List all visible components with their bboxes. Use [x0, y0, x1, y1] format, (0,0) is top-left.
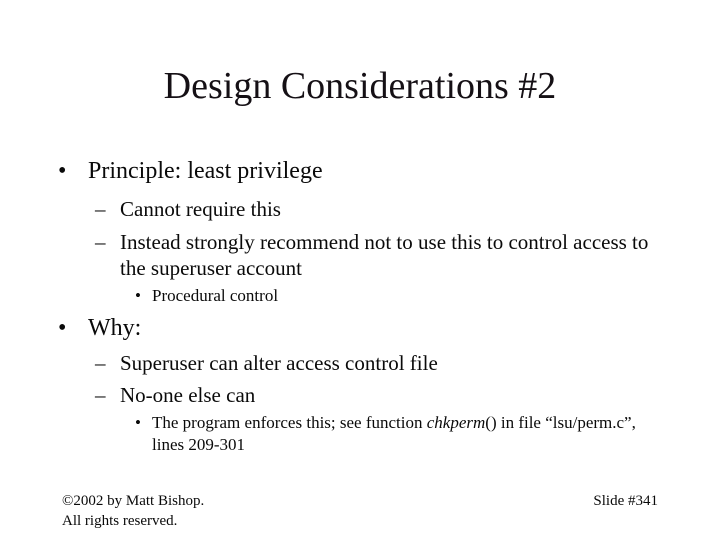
bullet-least-privilege [0, 156, 656, 186]
slide-number: Slide #341 [593, 493, 658, 509]
bullet-dot-icon: • [135, 286, 141, 306]
bullet-dash-icon: – [95, 230, 106, 255]
copyright-line-2: All rights reserved. [62, 512, 178, 529]
bullet-no-one-else [0, 382, 656, 408]
slide-title: Design Considerations #2 [163, 65, 557, 107]
bullet-list [0, 156, 656, 456]
bullet-dot-icon: • [58, 315, 67, 342]
bullet-dash-icon: – [95, 383, 106, 408]
bullet-superuser-alter [0, 350, 656, 376]
bullet-why [0, 313, 656, 343]
bullet-text: Cannot require this [120, 197, 281, 221]
bullet-text: Why: [88, 315, 142, 342]
copyright-line-1: ©2002 by Matt Bishop. [62, 493, 205, 509]
bullet-instead-recommend [0, 229, 656, 281]
footer-copyright [62, 492, 204, 532]
slide-body [0, 150, 656, 456]
bullet-dot-icon: • [58, 158, 67, 184]
bullet-procedural-control [0, 285, 656, 307]
bullet-text: Instead strongly recommend not to use this to control access to the superuser account [120, 230, 649, 281]
bullet-dot-icon: • [135, 413, 141, 433]
bullet-text-suffix: () in file “lsu/perm.c”, lines 209-301 [152, 413, 636, 455]
bullet-text: Principle: least privilege [88, 158, 323, 184]
bullet-text: Procedural control [152, 286, 279, 306]
bullet-program-enforces [0, 412, 656, 456]
bullet-dash-icon: – [95, 351, 106, 376]
bullet-text: Superuser can alter access control file [120, 351, 438, 376]
bullet-text-prefix: The program enforces this; see function [152, 413, 427, 433]
bullet-cannot-require [0, 196, 656, 222]
function-name-italic: chkperm [426, 413, 486, 433]
bullet-text [152, 412, 656, 456]
bullet-text: No-one else can [120, 383, 256, 408]
bullet-dash-icon: – [95, 197, 106, 221]
